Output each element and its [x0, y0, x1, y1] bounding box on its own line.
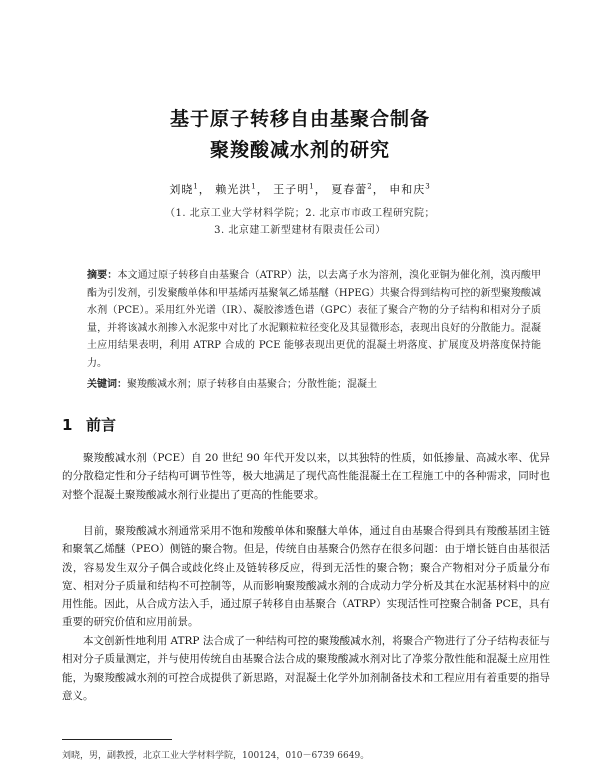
section-title: 前言 [86, 416, 117, 434]
paper-title-line-1: 基于原子转移自由基聚合制备 [169, 108, 430, 130]
section-number: 1 [62, 416, 73, 434]
keywords-text: 聚羧酸减水剂；原子转移自由基聚合；分散性能；混凝土 [127, 379, 377, 390]
body-paragraph [62, 632, 550, 705]
abstract-label: 摘要： [87, 270, 118, 281]
paragraph-text: 本文创新性地利用 ATRP 法合成了一种结构可控的聚羧酸减水剂，将聚合产物进行了分子结构表征与相对分子质量测定，并与使用传统自由基聚合法合成的聚羧酸减水剂对比了净浆分散性能和混凝土应用性能，为聚羧酸减水剂的可控合成提供了新思路，对混凝土化学外加剂制备技术和工程应用有着重要的指导意义。 [62, 635, 550, 702]
author-list: 刘晓$^1$， 赖光洪$^1$， 王子明$^1$， 夏春蕾$^2$， 申和庆$^3$ [169, 182, 431, 196]
author-name: 赖光洪 [215, 183, 252, 196]
affiliation-line-1: （1. 北京工业大学材料学院；2. 北京市市政工程研究院； [165, 208, 435, 219]
author-name: 夏春蕾 [331, 183, 368, 196]
footnote: 刘晓，男，副教授，北京工业大学材料学院，100124，010－6739 6649。 [62, 751, 370, 761]
author-name: 刘晓 [169, 183, 194, 196]
paragraph-text: 目前，聚羧酸减水剂通常采用不饱和羧酸单体和聚醚大单体，通过自由基聚合得到具有羧酸基团主链和聚氧乙烯醚（PEO）侧链的聚合物。但是，传统自由基聚合仍然存在很多问题：由于增长链自由基很活泼，容易发生双分子偶合或歧化终止及链转移反应，得到无活性的聚合物；聚合产物相对分子质量分布宽、相对分子质量和结构不可控制等，从而影响聚羧酸减水剂的合成动力学分析及其在水泥基材料中的应用性能。因此，从合成方法入手，通过原子转移自由基聚合（ATRP）实现活性可控聚合制备 PCE，具有重要的研究价值和应用前景。 [62, 525, 550, 629]
body-paragraph [62, 522, 550, 632]
author-affiliation-mark: 1 [251, 182, 257, 191]
affiliation-line-2: 3. 北京建工新型建材有限责任公司） [214, 225, 386, 236]
author-affiliation-mark: 3 [425, 182, 431, 191]
abstract-text: 本文通过原子转移自由基聚合（ATRP）法，以去离子水为溶剂，溴化亚铜为催化剂，溴丙酸甲酯为引发剂，引发聚酸单体和甲基烯丙基聚氧乙烯基醚（HPEG）共聚合得到结构可控的新型聚羧酸减水剂（PCE）。采用红外光谱（IR）、凝胶渗透色谱（GPC）表征了聚合产物的分子结构和相对分子质量，并将该减水剂掺入水泥浆中对比了水泥颗粒粒径变化及其显微形态，表现出良好的分散能力。混凝土应用结果表明，利用 ATRP 合成的 PCE 能够表现出更优的混凝土坍落度、扩展度及坍落度保持能力。 [87, 270, 542, 369]
footnote-divider [62, 739, 172, 740]
author-affiliation-mark: 1 [309, 182, 315, 191]
author-name: 申和庆 [389, 183, 426, 196]
author-affiliation-mark: 2 [367, 182, 373, 191]
body-paragraph [62, 449, 550, 504]
paper-title-line-2: 聚羧酸减水剂的研究 [209, 139, 390, 161]
keywords [87, 375, 541, 390]
paragraph-text: 聚羧酸减水剂（PCE）自 20 世纪 90 年代开发以来，以其独特的性质，如低掺量、高减水率、优异的分散稳定性和分子结构可调节性等，极大地满足了现代高性能混凝土在工程施工中的各种需求，同时也对整个混凝土聚羧酸减水剂行业提出了更高的性能要求。 [62, 452, 550, 501]
keywords-label: 关键词： [87, 379, 127, 390]
section-heading [62, 414, 116, 435]
author-affiliation-mark: 1 [193, 182, 199, 191]
author-name: 王子明 [273, 183, 310, 196]
abstract [87, 267, 541, 372]
